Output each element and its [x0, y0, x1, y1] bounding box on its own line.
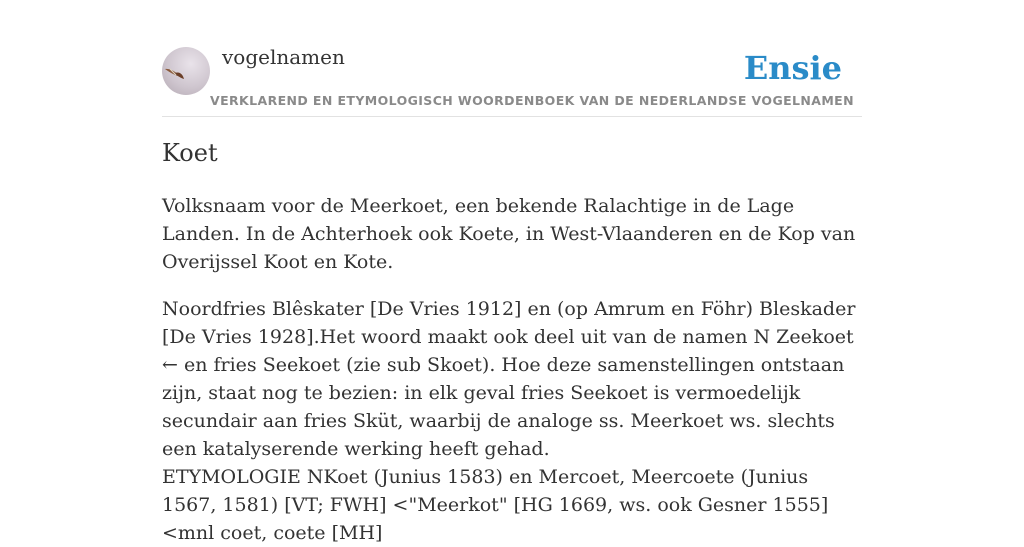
bird-icon	[162, 47, 210, 95]
page-container	[162, 0, 862, 544]
entry-paragraph: Volksnaam voor de Meerkoet, een bekende Ralachtige in de Lage Landen. In de Achterhoek ook Koete, in West-Vlaanderen en de Kop van Overijssel Koot en Kote.	[162, 195, 856, 273]
entry-paragraph: Noordfries Blêskater [De Vries 1912] en (op Amrum en Föhr) Bleskader [De Vries 1928].Het woord maakt ook deel uit van de namen N Zeekoet ← en fries Seekoet (zie sub Skoet). Hoe deze samenstellingen ontstaan zijn, staat nog te bezien: in elk geval fries Seekoet is vermoedelijk secundair aan fries Sküt, waarbij de analoge ss. Meerkoet ws. slechts een katalyserende werking heeft gehad.	[162, 298, 856, 460]
site-avatar[interactable]	[162, 47, 210, 95]
entry-etymology: ETYMOLOGIE NKoet (Junius 1583) en Mercoet, Meercoete (Junius 1567, 1581) [VT; FWH] <"Meerkot" [HG 1669, ws. ook Gesner 1555] <mnl coet, coete [MH]	[162, 466, 829, 544]
site-tagline: VERKLAREND EN ETYMOLOGISCH WOORDENBOEK VAN DE NEDERLANDSE VOGELNAMEN	[210, 93, 854, 108]
site-name[interactable]: vogelnamen	[222, 45, 345, 69]
ensie-logo-link[interactable]: Ensie	[743, 49, 842, 87]
site-header	[162, 0, 862, 117]
entry-title: Koet	[162, 139, 218, 167]
